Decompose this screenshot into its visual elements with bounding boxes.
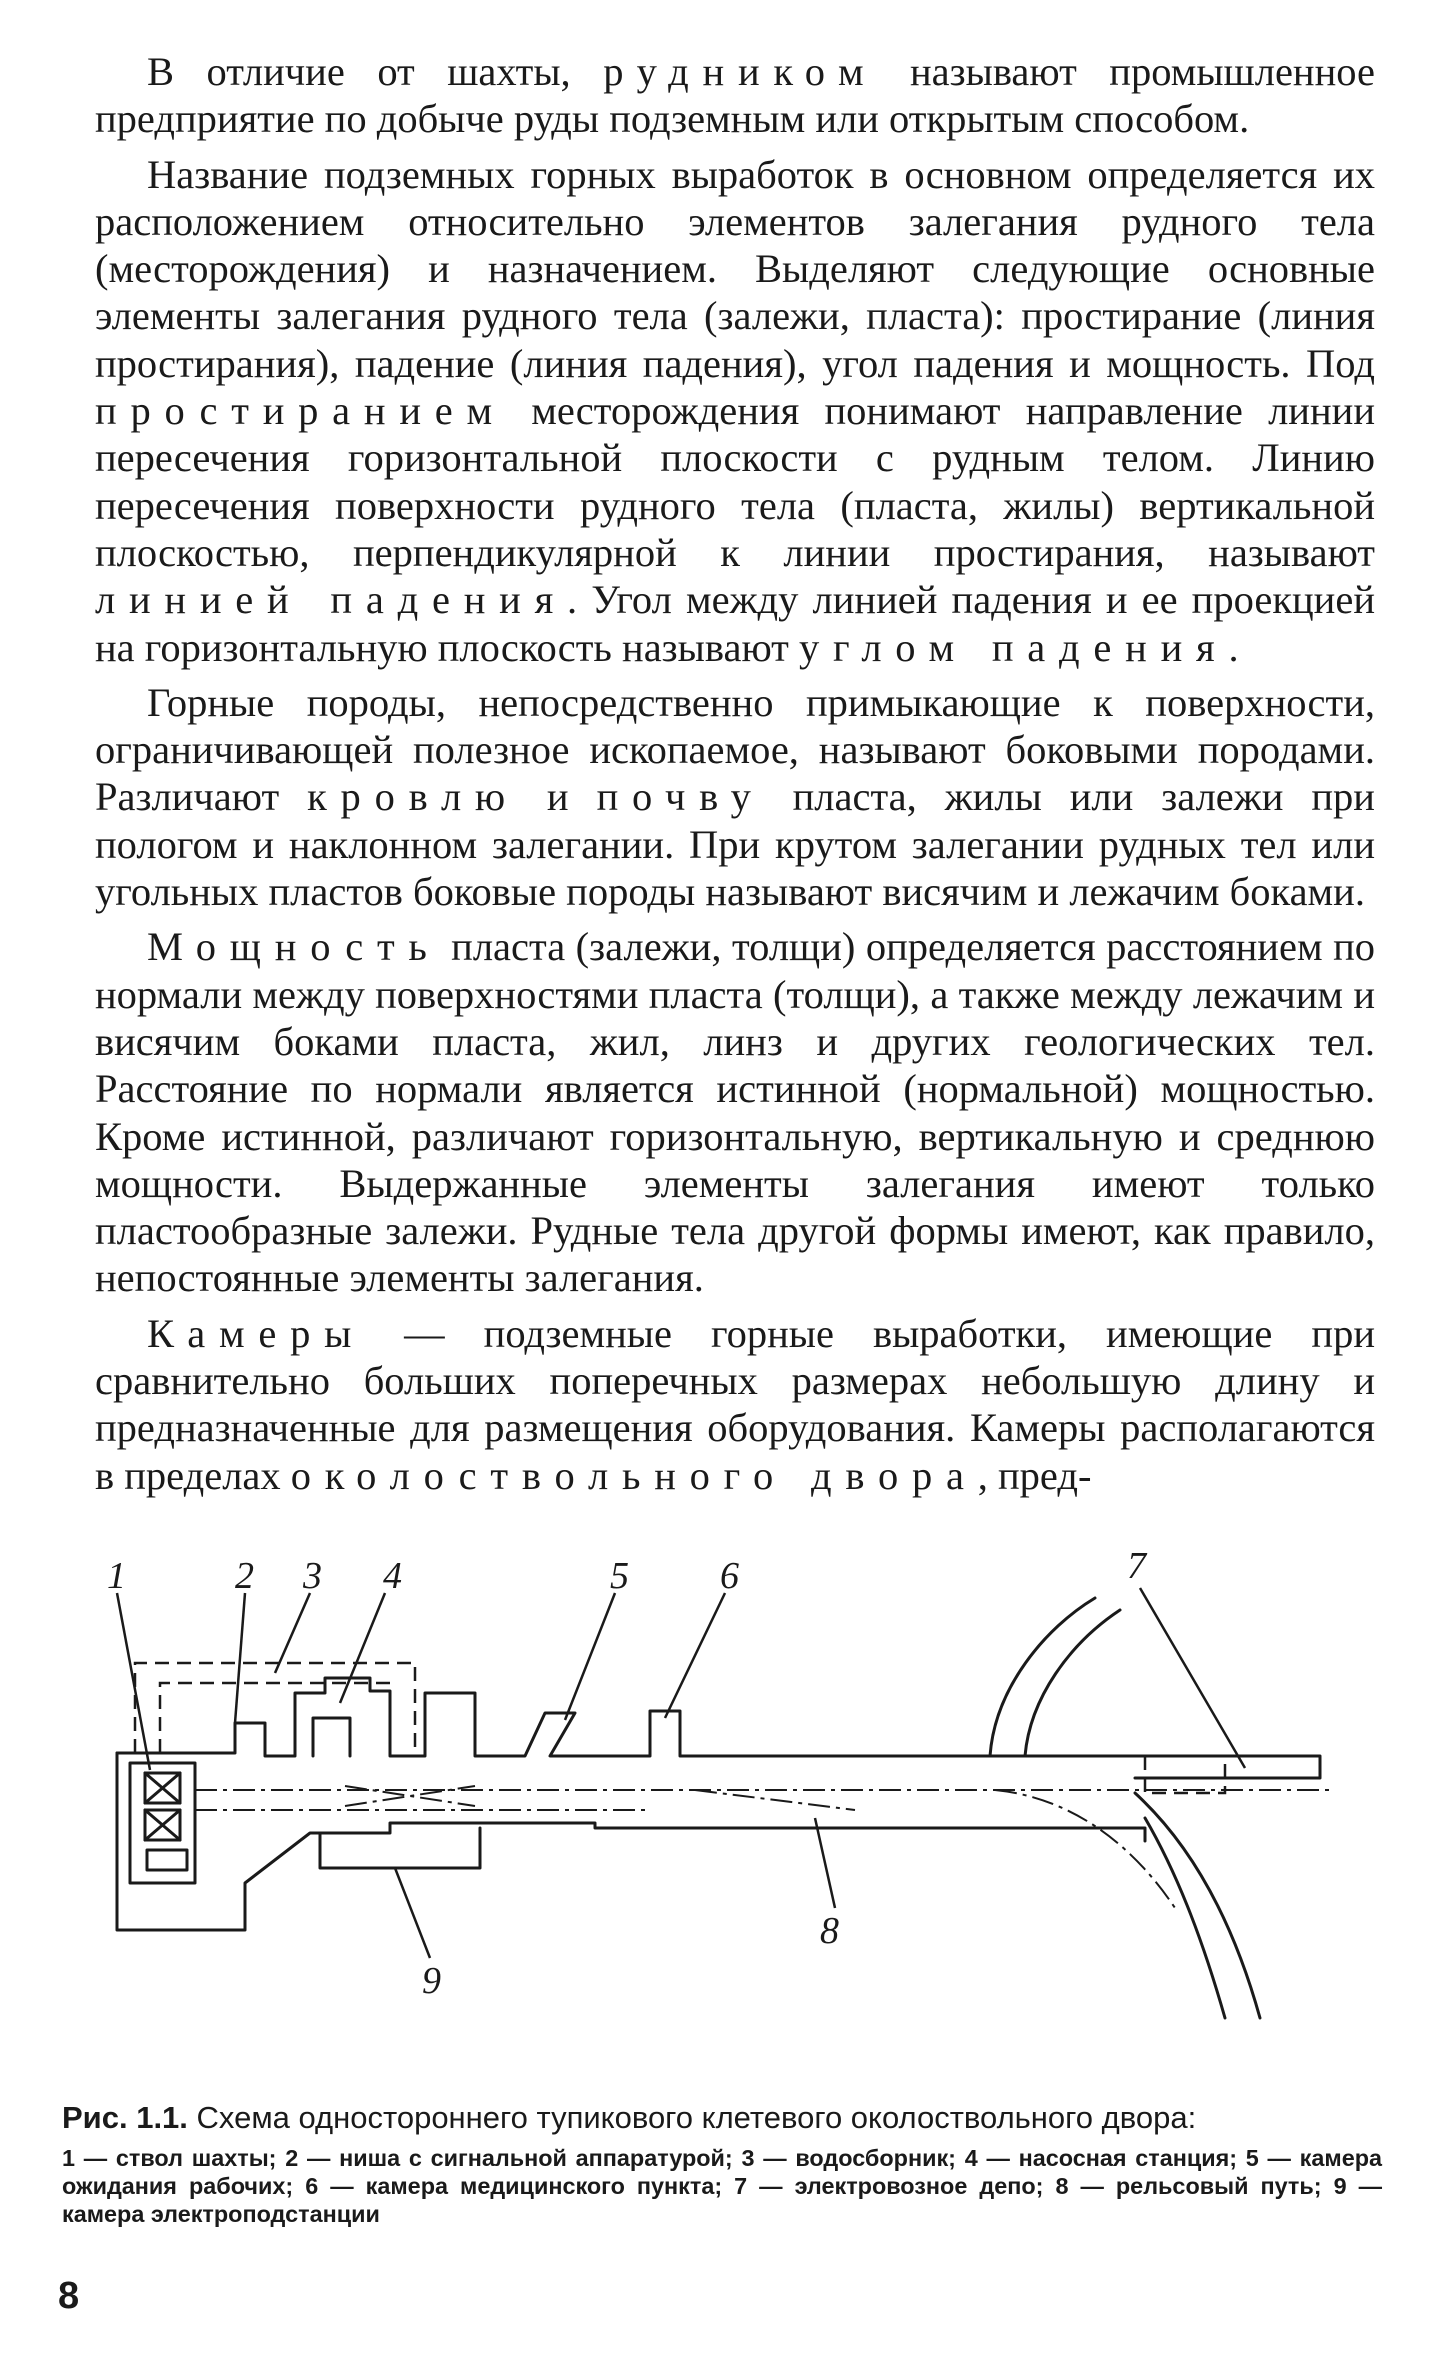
lower-branch: [1135, 1793, 1260, 2018]
label-2: 2: [235, 1555, 254, 1597]
leader-9: [395, 1868, 430, 1958]
label-9: 9: [422, 1960, 441, 2002]
caption-title-text: Схема одностороннего тупикового клетевого околоствольного двора:: [187, 2100, 1197, 2135]
leader-6: [665, 1593, 725, 1718]
text-run: пласта, жилы или залежи при пологом и наклонном залегании. При крутом залегании рудных тел или угольных пластов боковые породы называют висячим и лежачим боками.: [95, 774, 1375, 915]
label-8: 8: [820, 1910, 839, 1952]
gallery-outline: [117, 1678, 1135, 1756]
caption-prefix: Рис. 1.1.: [62, 2100, 188, 2135]
spaced-term: околоствольного двора: [290, 1452, 978, 1498]
figure-labels: [107, 1548, 1148, 2002]
label-7: 7: [1127, 1548, 1146, 1587]
water-sump-dashed: [135, 1663, 415, 1753]
leader-5: [565, 1593, 615, 1720]
spaced-term: линией падения: [95, 577, 567, 623]
leader-4: [340, 1593, 385, 1703]
leader-8: [815, 1818, 835, 1908]
shaft-yard-diagram: [95, 1548, 1385, 2078]
leader-3: [275, 1593, 310, 1673]
depot-outline: [1135, 1756, 1320, 1778]
text-run: .: [1228, 624, 1239, 670]
label-1: 1: [107, 1555, 126, 1597]
spaced-term: почву: [596, 774, 765, 820]
body-text: [95, 48, 1375, 1507]
text-run: В отличие от шахты,: [147, 49, 604, 94]
shaft-rect: [130, 1763, 195, 1883]
upper-branch: [990, 1598, 1095, 1756]
label-4: 4: [383, 1555, 402, 1597]
spaced-term: кровлю: [307, 774, 519, 820]
gallery-top-wall: [117, 1753, 1145, 1930]
caption-title: [62, 2098, 1382, 2138]
figure-caption: [62, 2098, 1382, 2228]
upper-branch-inner: [1025, 1610, 1120, 1756]
text-run: . Угол между линией падения и ее проекцией на горизонтальную плоскость называют: [95, 577, 1375, 670]
text-run: Горные породы, непосредственно примыкающие к поверхности, ограничивающей полезное ископаемое, называют боковыми породами. Различают: [95, 679, 1375, 820]
spaced-term: Мощность: [147, 924, 441, 970]
pump-station-box: [313, 1718, 350, 1756]
leader-1: [117, 1593, 150, 1770]
text-run: пласта (залежи, толщи) определяется расстоянием по нормали между поверхностями пласта (толщи), а также между лежачим и висячим боками пласта, жил, линз и других геологических тел. Расстояние по нормали является истинной (нормальной) мощностью. Кроме истинной, различают горизонтальную, вертикальную и среднюю мощности. Выдержанные элементы залегания имеют только пластообразные залежи. Рудные тела другой формы имеют, как правило, непостоянные элементы залегания.: [95, 924, 1375, 1301]
spaced-term: Камеры: [147, 1310, 366, 1356]
figure-shaft-yard-scheme: [95, 1548, 1385, 2078]
paragraph: [95, 1310, 1375, 1499]
text-run: и: [518, 774, 597, 820]
label-3: 3: [303, 1555, 322, 1597]
page-number: 8: [58, 2275, 80, 2317]
text-run: называют промышленное предприятие по добыче руды подземным или открытым способом.: [95, 49, 1375, 142]
label-5: 5: [610, 1555, 629, 1597]
text-run: месторождения понимают направление линии пересечения горизонтальной плоскости с рудным телом. Линию пересечения поверхности рудного тела (пласта, жилы) вертикальной плоскостью, перпендикулярной к линии простирания, называют: [95, 388, 1375, 575]
text-run: — подземные горные выработки, имеющие при сравнительно больших поперечных размерах небольшую длину и предназначенные для размещения оборудования. Камеры располагаются в пределах: [95, 1310, 1375, 1498]
spaced-term: углом падения: [798, 624, 1229, 670]
paragraph: [95, 151, 1375, 671]
paragraph: [95, 923, 1375, 1301]
caption-legend: 1 — ствол шахты; 2 — ниша с сигнальной аппаратурой; 3 — водосборник; 4 — насосная станция; 5 — камера ожидания рабочих; 6 — камера медицинского пункта; 7 — электровозное депо; 8 — рельсовый путь; 9 — камера электроподстанции: [62, 2145, 1382, 2227]
spaced-term: рудником: [603, 49, 878, 94]
leader-2: [235, 1593, 245, 1723]
paragraph: [95, 48, 1375, 143]
leader-7: [1140, 1588, 1245, 1768]
label-6: 6: [720, 1555, 739, 1597]
text-run: , пред-: [977, 1452, 1092, 1498]
spaced-term: простиранием: [95, 388, 506, 434]
paragraph: [95, 679, 1375, 915]
text-run: Название подземных горных выработок в основном определяется их расположением относительно элементов залегания рудного тела (месторождения) и назначением. Выделяют следующие основные элементы залегания рудного тела (залежи, пласта): простирание (линия простирания), падение (линия падения), угол падения и мощность. Под: [95, 151, 1375, 386]
